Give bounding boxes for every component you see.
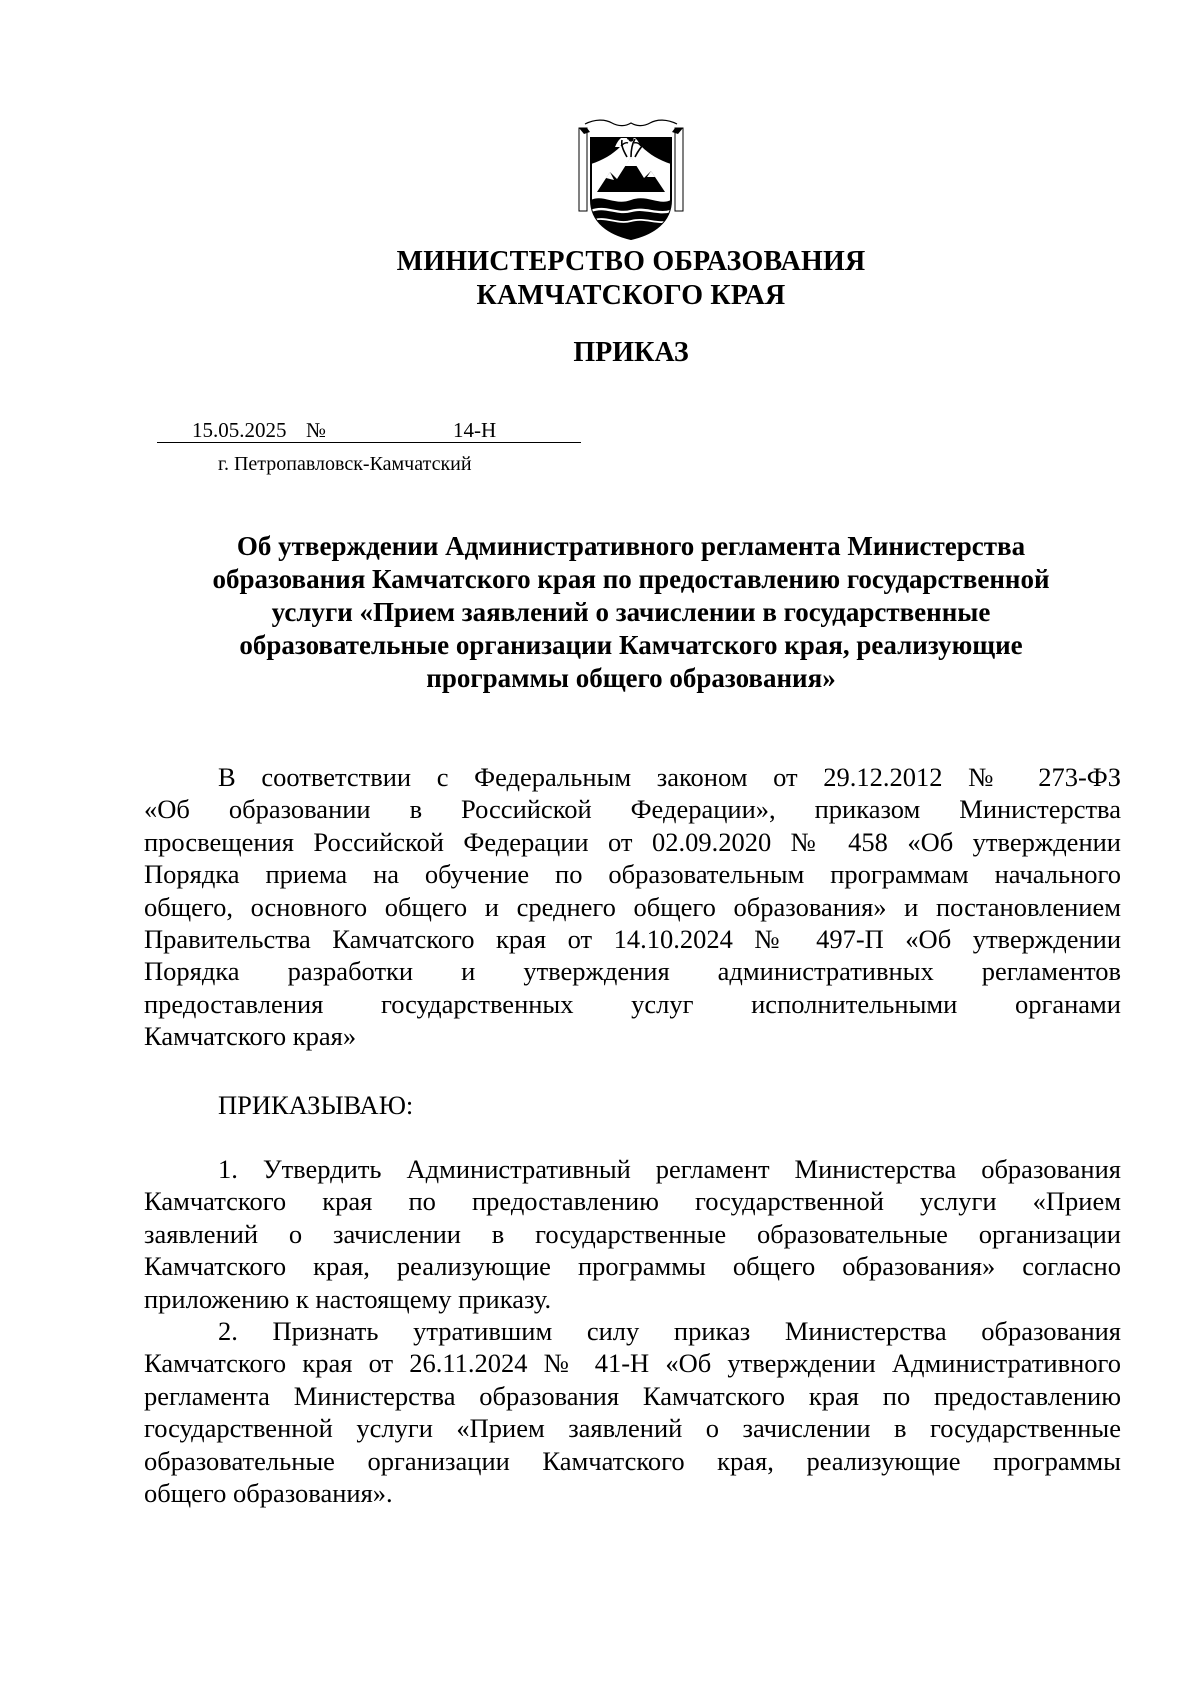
order-number: 14-Н <box>453 418 497 442</box>
preamble-line: «Об образовании в Российской Федерации», приказом Министерства <box>144 794 1121 825</box>
order-item-line: Камчатского края по предоставлению государственной услуги «Прием <box>144 1186 1121 1217</box>
order-item-line: приложению к настоящему приказу. <box>144 1283 552 1314</box>
subject-line: образования Камчатского края по предоставлению государственной <box>212 564 1050 594</box>
preamble-line: Порядка приема на обучение по образовательным программам начального <box>144 859 1121 890</box>
preamble-line: В соответствии с Федеральным законом от 29.12.2012 № 273-ФЗ <box>218 762 1121 792</box>
order-date: 15.05.2025 <box>192 418 287 442</box>
ministry-title <box>0 245 1200 313</box>
order-item-1 <box>144 1153 1121 1315</box>
preamble-line: Камчатского края» <box>144 1021 357 1052</box>
order-subject <box>170 530 1092 695</box>
order-word: ПРИКАЗЫВАЮ: <box>218 1090 414 1120</box>
order-item-line: 1. Утвердить Административный регламент Министерства образования <box>218 1154 1121 1184</box>
order-item-line: Камчатского края, реализующие программы общего образования» согласно <box>144 1251 1121 1282</box>
preamble-line: общего, основного общего и среднего общего образования» и постановлением <box>144 891 1121 922</box>
order-item-line: заявлений о зачислении в государственные образовательные организации <box>144 1218 1121 1249</box>
issue-city: г. Петропавловск-Камчатский <box>218 453 472 475</box>
preamble-line: Порядка разработки и утверждения административных регламентов <box>144 956 1121 987</box>
subject-line: образовательные организации Камчатского края, реализующие <box>239 630 1023 660</box>
order-item-line: регламента Министерства образования Камчатского края по предоставлению <box>144 1380 1121 1411</box>
coat-of-arms-icon <box>577 116 685 242</box>
ministry-title-line-1: МИНИСТЕРСТВО ОБРАЗОВАНИЯ <box>396 246 866 277</box>
preamble-line: Правительства Камчатского края от 14.10.2024 № 497-П «Об утверждении <box>144 924 1121 955</box>
order-item-line: 2. Признать утратившим силу приказ Министерства образования <box>218 1316 1121 1346</box>
order-item-line: образовательные организации Камчатского края, реализующие программы <box>144 1445 1121 1476</box>
number-sign: № <box>306 418 327 442</box>
document-type: ПРИКАЗ <box>573 337 689 368</box>
date-number-underline <box>157 442 581 443</box>
subject-line: программы общего образования» <box>426 663 836 693</box>
order-item-2 <box>144 1315 1121 1509</box>
order-item-line: общего образования». <box>144 1478 393 1509</box>
subject-line: Об утверждении Административного регламента Министерства <box>236 531 1026 561</box>
preamble-line: предоставления государственных услуг исполнительными органами <box>144 988 1121 1019</box>
preamble-paragraph <box>144 761 1121 1053</box>
preamble-line: просвещения Российской Федерации от 02.09.2020 № 458 «Об утверждении <box>144 826 1121 857</box>
order-item-line: Камчатского края от 26.11.2024 № 41-Н «Об утверждении Административного <box>144 1348 1121 1379</box>
ministry-title-line-2: КАМЧАТСКОГО КРАЯ <box>476 280 786 311</box>
subject-line: услуги «Прием заявлений о зачислении в государственные <box>271 597 991 627</box>
order-item-line: государственной услуги «Прием заявлений о зачислении в государственные <box>144 1413 1121 1444</box>
